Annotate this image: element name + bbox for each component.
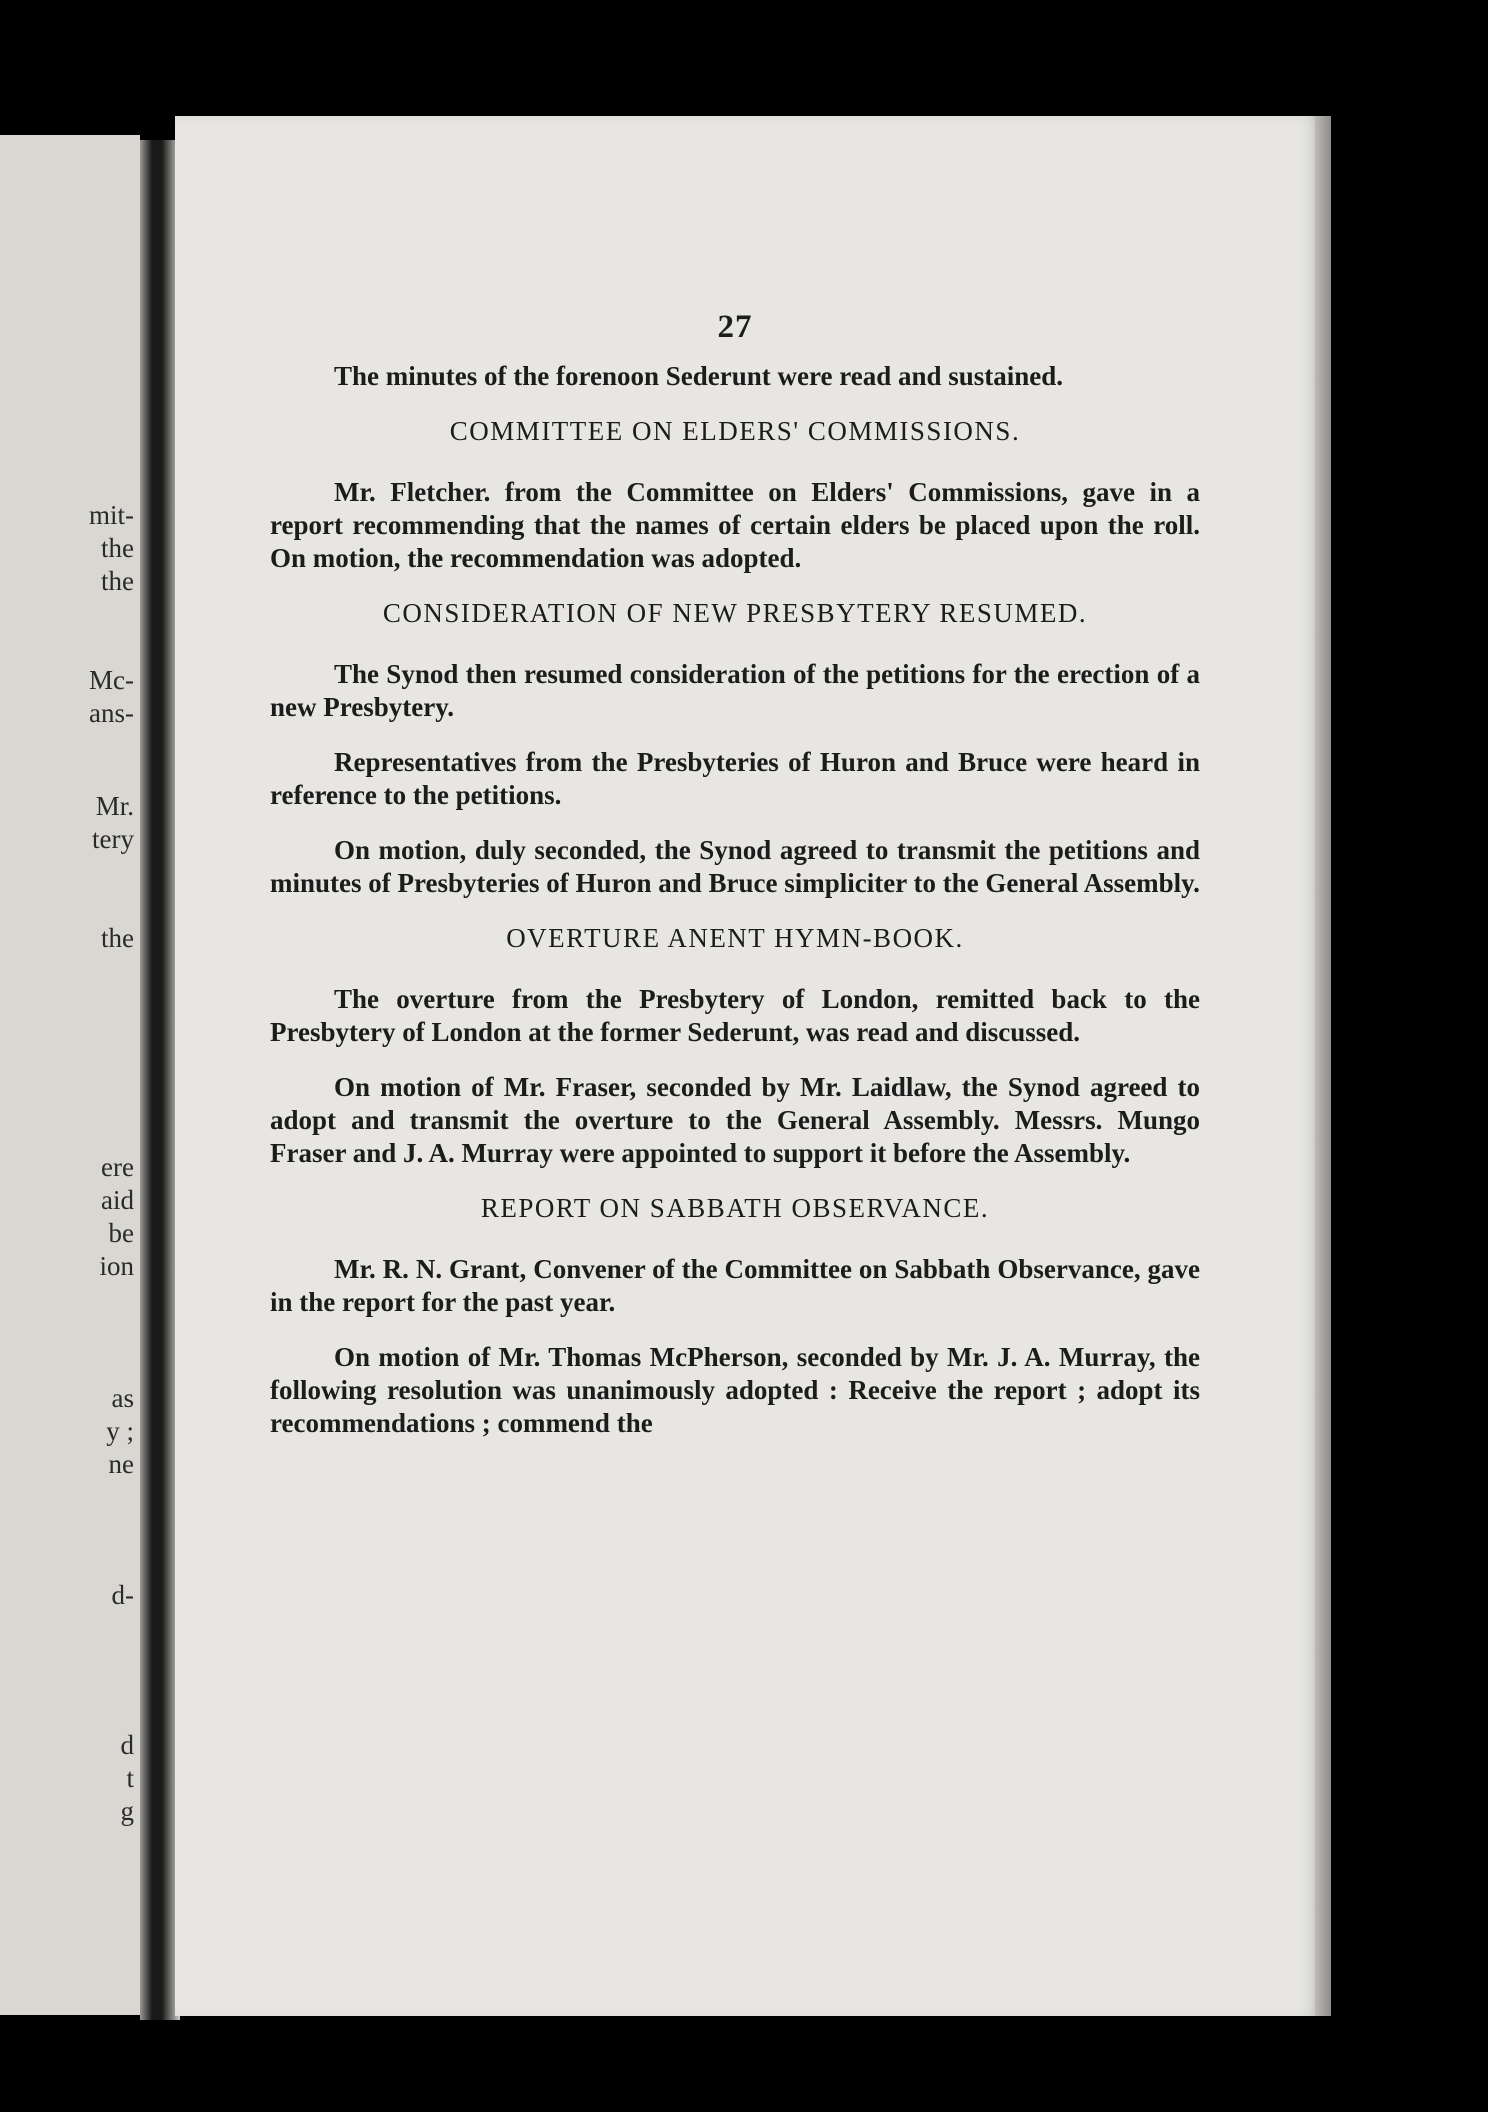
paragraph-minutes: The minutes of the forenoon Sederunt were read and sustained.	[334, 361, 1064, 391]
book-gutter	[140, 140, 180, 2020]
left-page-line: d-	[111, 1580, 134, 1610]
left-page-line: aid	[101, 1185, 134, 1215]
left-page-line: Mr.	[95, 791, 134, 821]
page-edge-shadow	[1315, 116, 1331, 2016]
paragraph-fletcher-report: Mr. Fletcher. from the Committee on Elders' Commissions, gave in a report recommending that the names of certain elders be placed upon the roll. On motion, the recommendation was adopted.	[270, 477, 1200, 573]
heading-hymn-book: OVERTURE ANENT HYMN-BOOK.	[506, 923, 964, 953]
paragraph-fraser-motion: On motion of Mr. Fraser, seconded by Mr. Laidlaw, the Synod agreed to adopt and transmit the overture to the General Assembly. Messrs. Mungo Fraser and J. A. Murray were appointed to support it before the Assembly.	[270, 1072, 1200, 1168]
heading-sabbath-observance: REPORT ON SABBATH OBSERVANCE.	[480, 1193, 990, 1223]
heading-new-presbytery: CONSIDERATION OF NEW PRESBYTERY RESUMED.	[382, 598, 1088, 628]
left-page-fragment	[0, 135, 140, 2015]
left-page-line: the	[101, 923, 134, 953]
left-page-line: t	[126, 1763, 134, 1793]
left-page-line: ere	[101, 1152, 134, 1182]
left-page-line: d	[120, 1730, 134, 1760]
left-page-line: mit-	[89, 500, 134, 530]
page-text	[270, 311, 1200, 1462]
left-page-line: the	[101, 566, 134, 596]
paragraph-representatives: Representatives from the Presbyteries of Huron and Bruce were heard in reference to the petitions.	[270, 747, 1200, 810]
paragraph-grant-report: Mr. R. N. Grant, Convener of the Committee on Sabbath Observance, gave in the report for the past year.	[270, 1254, 1200, 1317]
paragraph-synod-resumed: The Synod then resumed consideration of the petitions for the erection of a new Presbytery.	[270, 659, 1200, 722]
page-27	[175, 116, 1325, 2016]
left-page-line: be	[108, 1218, 134, 1248]
paragraph-transmit: On motion, duly seconded, the Synod agreed to transmit the petitions and minutes of Presbyteries of Huron and Bruce simpliciter to the General Assembly.	[270, 835, 1200, 898]
left-page-line: ne	[108, 1449, 134, 1479]
left-page-line: g	[120, 1796, 134, 1826]
heading-elders-commissions: COMMITTEE ON ELDERS' COMMISSIONS.	[449, 416, 1021, 446]
page-number: 27	[717, 309, 753, 345]
paragraph-overture-london: The overture from the Presbytery of London, remitted back to the Presbytery of London at the former Sederunt, was read and discussed.	[270, 984, 1200, 1047]
left-page-line: tery	[92, 824, 134, 854]
left-page-line: ion	[99, 1251, 134, 1281]
left-page-line: Mc-	[89, 665, 134, 695]
left-page-line: ans-	[89, 698, 134, 728]
left-page-line: as	[111, 1383, 134, 1413]
left-page-line: the	[101, 533, 134, 563]
paragraph-mcpherson-motion: On motion of Mr. Thomas McPherson, seconded by Mr. J. A. Murray, the following resolution was unanimously adopted : Receive the report ; adopt its recommendations ; commend the	[270, 1342, 1200, 1438]
left-page-line: y ;	[106, 1416, 134, 1446]
